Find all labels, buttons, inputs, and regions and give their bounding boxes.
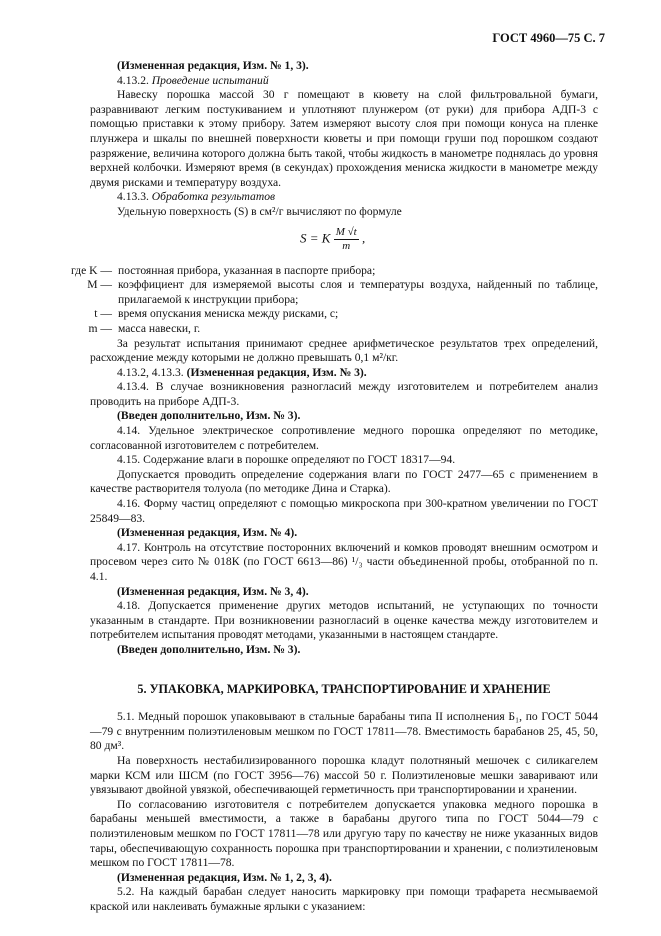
subsection-title: Проведение испытаний bbox=[151, 73, 269, 87]
subsection-title: Обработка результатов bbox=[151, 190, 276, 204]
amendment-note: (Измененная редакция, Изм. № 3). bbox=[186, 365, 367, 379]
definition-row bbox=[87, 278, 598, 307]
formula-numerator: M √t bbox=[335, 225, 357, 238]
definition-text: время опускания мениска между рисками, с; bbox=[118, 307, 339, 321]
paragraph: Навеску порошка массой 30 г помещают в кювету на слой фильтровальной бумаги, разравнивают легким постукиванием и уплотняют плунжером (от руки) для прибора АДП-3 с помощью приставки к этому прибору. Затем измеряют высоту слоя при помощи конуса на пленке плунжера и шкалы по внешней поверхности кюветы и при помощи груши под порошком создают разряжение, величина которого должна быть такой, чтобы жидкость в манометре поднялась до уровня верхней колбочки. Измеряют время (в секундах) прохождения мениска жидкости в манометре между двумя рисками и температуру воздуха. bbox=[90, 88, 598, 189]
definition-row bbox=[90, 322, 598, 337]
formula bbox=[90, 226, 598, 256]
paragraph: 4.15. Содержание влаги в порошке определяют по ГОСТ 18317—94. bbox=[117, 453, 456, 467]
section-heading: 5. УПАКОВКА, МАРКИРОВКА, ТРАНСПОРТИРОВАНИЕ И ХРАНЕНИЕ bbox=[137, 681, 551, 696]
amendment-note: (Введен дополнительно, Изм. № 3). bbox=[117, 409, 301, 423]
subsection-number: 4.13.3. bbox=[117, 190, 149, 204]
amendment-note: (Измененная редакция, Изм. № 1, 2, 3, 4). bbox=[117, 870, 332, 884]
subsection-heading bbox=[90, 74, 598, 89]
formula-denominator: m bbox=[342, 239, 351, 252]
paragraph: По согласованию изготовителя с потребителем допускается упаковка медного порошка в барабаны меньшей вместимости, а также в барабаны другого типа по ГОСТ 5044—79 с полиэтиленовым мешком по ГОСТ 17811—78 или другую тару по качеству не ниже указанных видов тары, обеспечивающую сохранность порошка при транспортировании и хранении, с полиэтиленовым мешком по ГОСТ 17811—78. bbox=[90, 797, 598, 870]
definition-label: где K — bbox=[71, 263, 112, 277]
paragraph: 4.14. Удельное электрическое сопротивление медного порошка определяют по методике, согласованной изготовителем с потребителем. bbox=[90, 424, 598, 452]
clause-numbers: 4.13.2, 4.13.3. bbox=[117, 365, 184, 379]
amendment-note: (Измененная редакция, Изм. № 1, 3). bbox=[117, 59, 309, 72]
amendment-line bbox=[90, 366, 598, 381]
definition-text: масса навески, г. bbox=[118, 321, 201, 335]
formula-tail: , bbox=[361, 230, 366, 246]
definition-label: t — bbox=[94, 307, 112, 321]
amendment-note: (Введен дополнительно, Изм. № 3). bbox=[117, 642, 301, 656]
definition-row bbox=[90, 307, 598, 322]
paragraph: 5.2. На каждый барабан следует наносить маркировку при помощи трафарета несмываемой краской или наклеивать бумажные ярлыки с указанием: bbox=[90, 885, 598, 913]
paragraph: За результат испытания принимают среднее арифметическое результатов трех определений, расхождение между которыми не должно превышать 0,1 м²/кг. bbox=[90, 336, 598, 365]
definition-label: M — bbox=[87, 278, 112, 292]
paragraph: 5.1. Медный порошок упаковывают в стальные барабаны типа II исполнения Б₁, по ГОСТ 5044—79 с внутренним полиэтиленовым мешком по ГОСТ 17811—78. Вместимость барабанов 25, 45, 50, 80 дм³. bbox=[90, 710, 598, 753]
paragraph: 4.13.4. В случае возникновения разногласий между изготовителем и потребителем анализ проводить на приборе АДП-3. bbox=[90, 380, 598, 408]
definition-label: m — bbox=[88, 321, 112, 335]
paragraph: Удельную поверхность (S) в см²/г вычисляют по формуле bbox=[117, 204, 402, 218]
subsection-heading bbox=[90, 190, 598, 205]
paragraph: 4.18. Допускается применение других методов испытаний, не уступающих по точности указанным в стандарте. При возникновении разногласий в оценке качества между изготовителем и потребителем испытания проводят методами, указанными в настоящем стандарте. bbox=[90, 599, 598, 642]
amendment-note: (Измененная редакция, Изм. № 3, 4). bbox=[117, 584, 309, 598]
subsection-number: 4.13.2. bbox=[117, 73, 149, 87]
formula-lhs: S = K bbox=[300, 230, 331, 246]
page-header: ГОСТ 4960—75 С. 7 bbox=[492, 31, 605, 45]
paragraph: 4.16. Форму частиц определяют с помощью микроскопа при 300-кратном увеличении по ГОСТ 25849—83. bbox=[90, 497, 598, 525]
definition-row bbox=[71, 263, 598, 279]
definition-text: коэффициент для измеряемой высоты слоя и температуры воздуха, найденный по таблице, прилагаемой к инструкции прибора; bbox=[118, 278, 598, 306]
definition-text: постоянная прибора, указанная в паспорте прибора; bbox=[118, 263, 376, 277]
paragraph: Допускается проводить определение содержания влаги по ГОСТ 2477—65 с применением в качестве растворителя толуола (по методике Дина и Старка). bbox=[90, 467, 598, 496]
formula-fraction bbox=[334, 226, 359, 253]
amendment-note: (Измененная редакция, Изм. № 4). bbox=[117, 526, 298, 540]
document-body bbox=[71, 59, 598, 914]
paragraph: На поверхность нестабилизированного порошка кладут полотняный мешочек с силикагелем марки КСМ или ШСМ (по ГОСТ 3956—76) массой 50 г. Полиэтиленовые мешки заваривают или увязывают двойной увязкой, обеспечивающей герметичность при транспортировании и хранении. bbox=[90, 753, 598, 797]
paragraph: 4.17. Контроль на отсутствие посторонних включений и комков проводят внешним осмотром и просевом через сито № 018К (по ГОСТ 6613—86) ¹/₃ части объединенной пробы, отобранной по п. 4.1. bbox=[90, 540, 598, 583]
definitions-list bbox=[71, 263, 598, 337]
